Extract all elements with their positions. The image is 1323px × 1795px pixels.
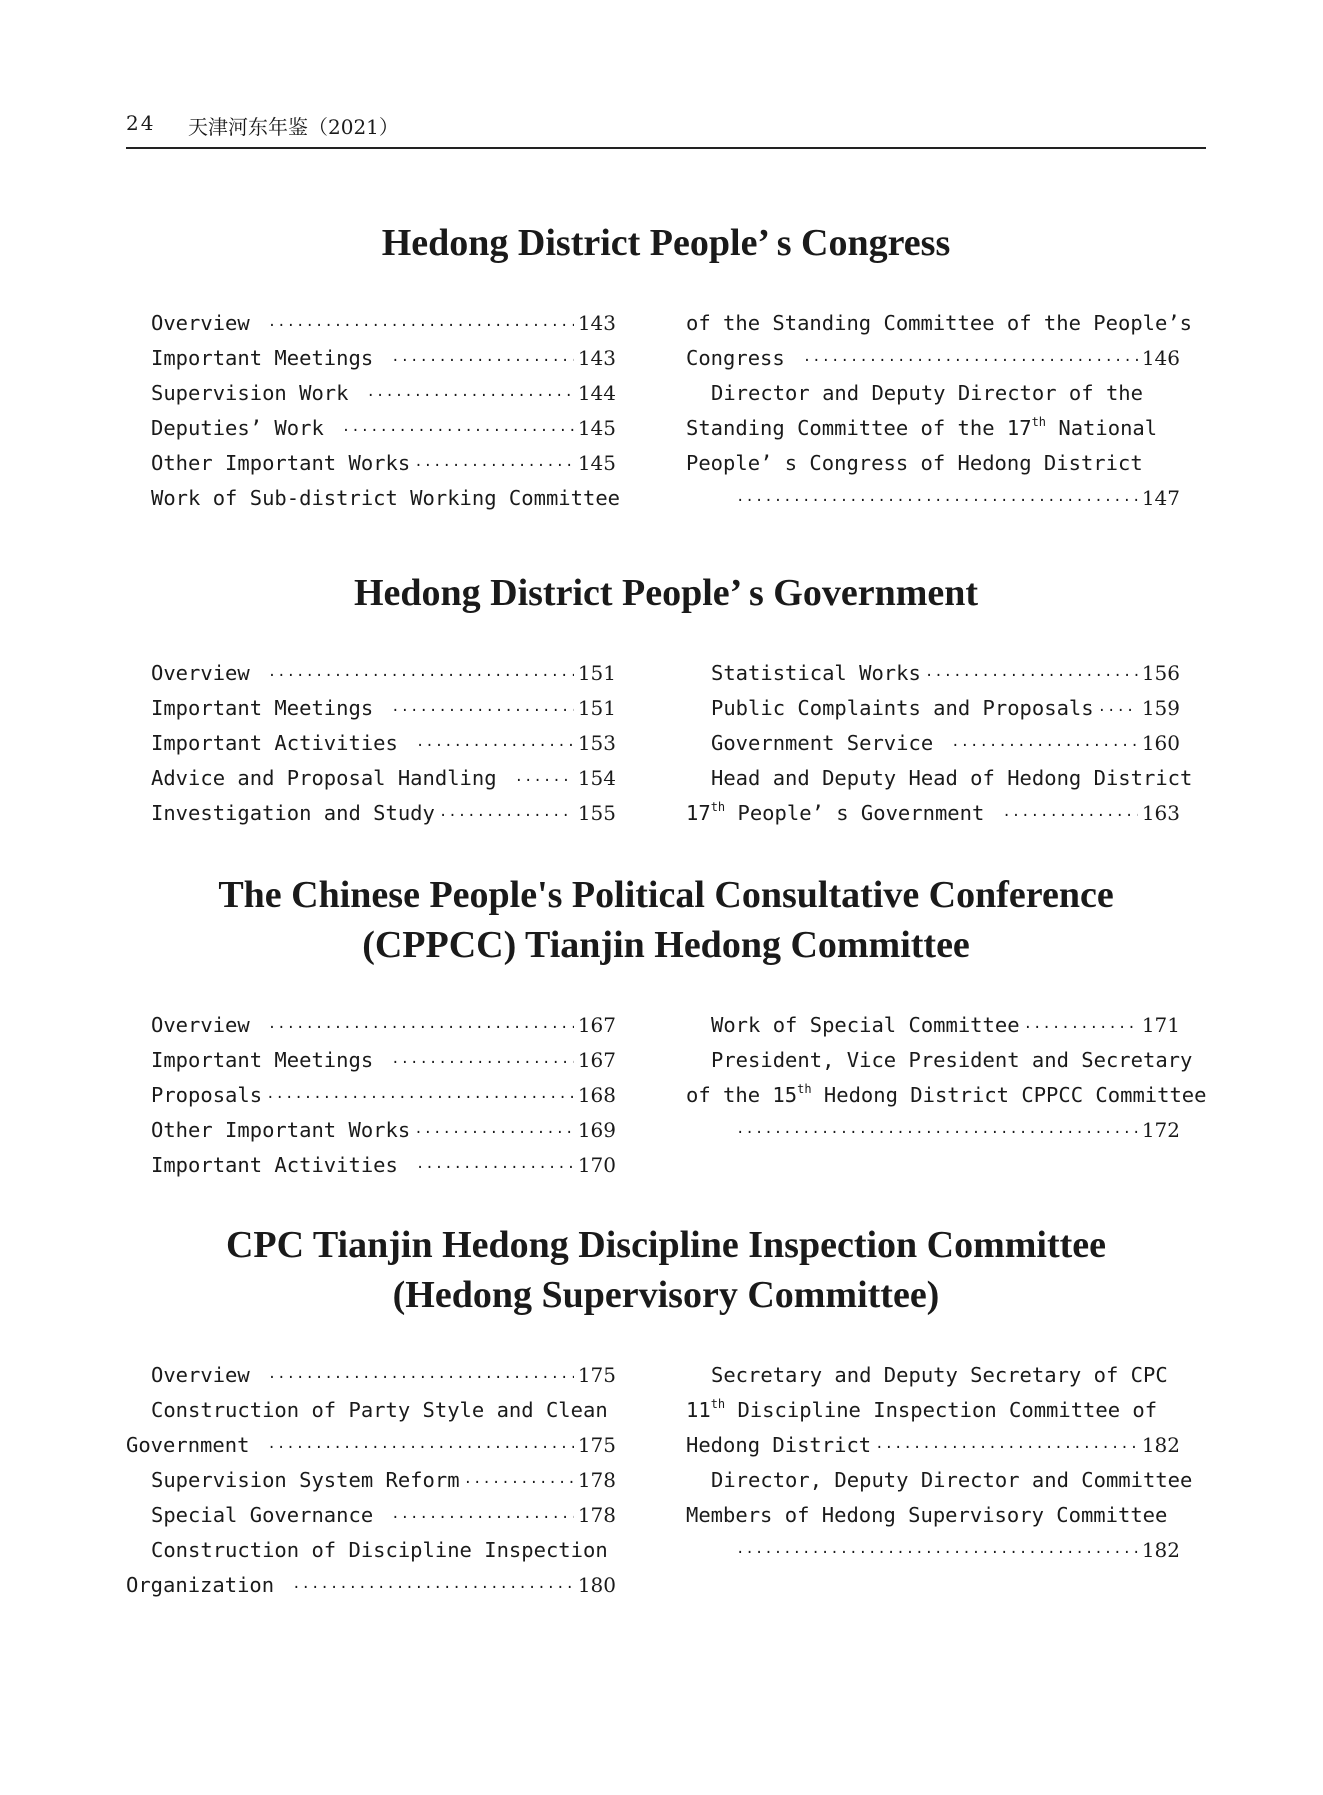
toc-entry[interactable]: Statistical Works ····· 156 bbox=[686, 656, 1180, 691]
toc-entry[interactable]: Other Important Works ····· 169 bbox=[126, 1113, 616, 1148]
toc-entry[interactable]: Investigation and Study ····· 155 bbox=[126, 796, 616, 831]
toc-entry[interactable]: Important Activities ····· 170 bbox=[126, 1148, 616, 1183]
toc-entry-continued[interactable]: 11th Discipline Inspection Committee of bbox=[686, 1397, 1158, 1422]
section-discipline bbox=[126, 1220, 1206, 1597]
toc-entry-continued[interactable]: Work of Sub-district Working Committee bbox=[151, 486, 620, 510]
toc-entry-continued[interactable]: of the Standing Committee of the People’s bbox=[686, 311, 1193, 335]
toc-entry[interactable]: ····· 182 bbox=[686, 1533, 1180, 1568]
toc-entry[interactable]: Overview ····· 167 bbox=[126, 1008, 616, 1043]
toc-entry[interactable]: Government ····· 175 bbox=[126, 1428, 616, 1463]
toc-entry[interactable]: Other Important Works ····· 145 bbox=[126, 446, 616, 481]
toc-entry[interactable]: Hedong District ····· 182 bbox=[686, 1428, 1180, 1463]
section-title: Hedong District People’ s Government bbox=[353, 572, 979, 614]
toc-entry[interactable]: Important Activities ····· 153 bbox=[126, 726, 616, 761]
toc-entry[interactable]: Government Service ····· 160 bbox=[686, 726, 1180, 761]
toc-entry[interactable]: Important Meetings ····· 143 bbox=[126, 341, 616, 376]
toc-entry[interactable]: Work of Special Committee ····· 171 bbox=[686, 1008, 1180, 1043]
toc-entry-continued[interactable]: Construction of Party Style and Clean bbox=[151, 1398, 608, 1422]
toc-entry-continued[interactable]: Director, Deputy Director and Committee bbox=[711, 1468, 1193, 1492]
running-header bbox=[126, 107, 1206, 149]
toc-entry[interactable]: ····· 147 bbox=[686, 481, 1180, 516]
toc-entry[interactable]: Supervision System Reform ····· 178 bbox=[126, 1463, 616, 1498]
toc-entry[interactable]: ····· 172 bbox=[686, 1113, 1180, 1148]
toc-entry[interactable]: Important Meetings ····· 151 bbox=[126, 691, 616, 726]
toc-entry[interactable]: 17th People’ s Government ····· 163 bbox=[686, 796, 1180, 831]
toc-entry-continued[interactable]: Construction of Discipline Inspection bbox=[151, 1538, 608, 1562]
toc-entry-continued[interactable]: Head and Deputy Head of Hedong District bbox=[711, 766, 1193, 790]
page-number: 24 bbox=[126, 111, 156, 135]
toc-entry[interactable]: Overview ····· 175 bbox=[126, 1358, 616, 1393]
toc-entry[interactable]: Organization ····· 180 bbox=[126, 1568, 616, 1603]
toc-entry[interactable]: Supervision Work ····· 144 bbox=[126, 376, 616, 411]
toc-entry-continued[interactable]: People’ s Congress of Hedong District bbox=[686, 451, 1143, 475]
toc-entry-continued[interactable]: Members of Hedong Supervisory Committee bbox=[686, 1503, 1168, 1527]
toc-entry-continued[interactable]: Director and Deputy Director of the bbox=[711, 381, 1143, 405]
toc-entry-continued[interactable]: Standing Committee of the 17th National bbox=[686, 415, 1158, 440]
toc-entry[interactable]: Overview ····· 151 bbox=[126, 656, 616, 691]
section-government bbox=[126, 568, 1206, 825]
toc-entry[interactable]: Proposals ····· 168 bbox=[126, 1078, 616, 1113]
toc-entry[interactable]: Important Meetings ····· 167 bbox=[126, 1043, 616, 1078]
toc-entry-continued[interactable]: Secretary and Deputy Secretary of CPC bbox=[711, 1363, 1168, 1387]
toc-entry-continued[interactable]: of the 15th Hedong District CPPCC Committee bbox=[686, 1082, 1207, 1107]
toc-entry[interactable]: Public Complaints and Proposals ····· 159 bbox=[686, 691, 1180, 726]
toc-entry[interactable]: Overview ····· 143 bbox=[126, 306, 616, 341]
section-congress bbox=[126, 218, 1206, 510]
toc-entry[interactable]: Advice and Proposal Handling ····· 154 bbox=[126, 761, 616, 796]
section-title: The Chinese People's Political Consultative Conference (CPPCC) Tianjin Hedong Committee bbox=[218, 874, 1114, 966]
toc-entry-continued[interactable]: President, Vice President and Secretary bbox=[711, 1048, 1193, 1072]
running-title: 天津河东年鉴（2021） bbox=[188, 115, 399, 139]
toc-entry[interactable]: Deputies’ Work ····· 145 bbox=[126, 411, 616, 446]
section-cppcc bbox=[126, 870, 1207, 1177]
toc-entry[interactable]: Special Governance ····· 178 bbox=[126, 1498, 616, 1533]
section-title: Hedong District People’ s Congress bbox=[381, 222, 951, 264]
toc-entry[interactable]: Congress ····· 146 bbox=[686, 341, 1180, 376]
section-title: CPC Tianjin Hedong Discipline Inspection Committee (Hedong Supervisory Committee) bbox=[225, 1224, 1107, 1316]
